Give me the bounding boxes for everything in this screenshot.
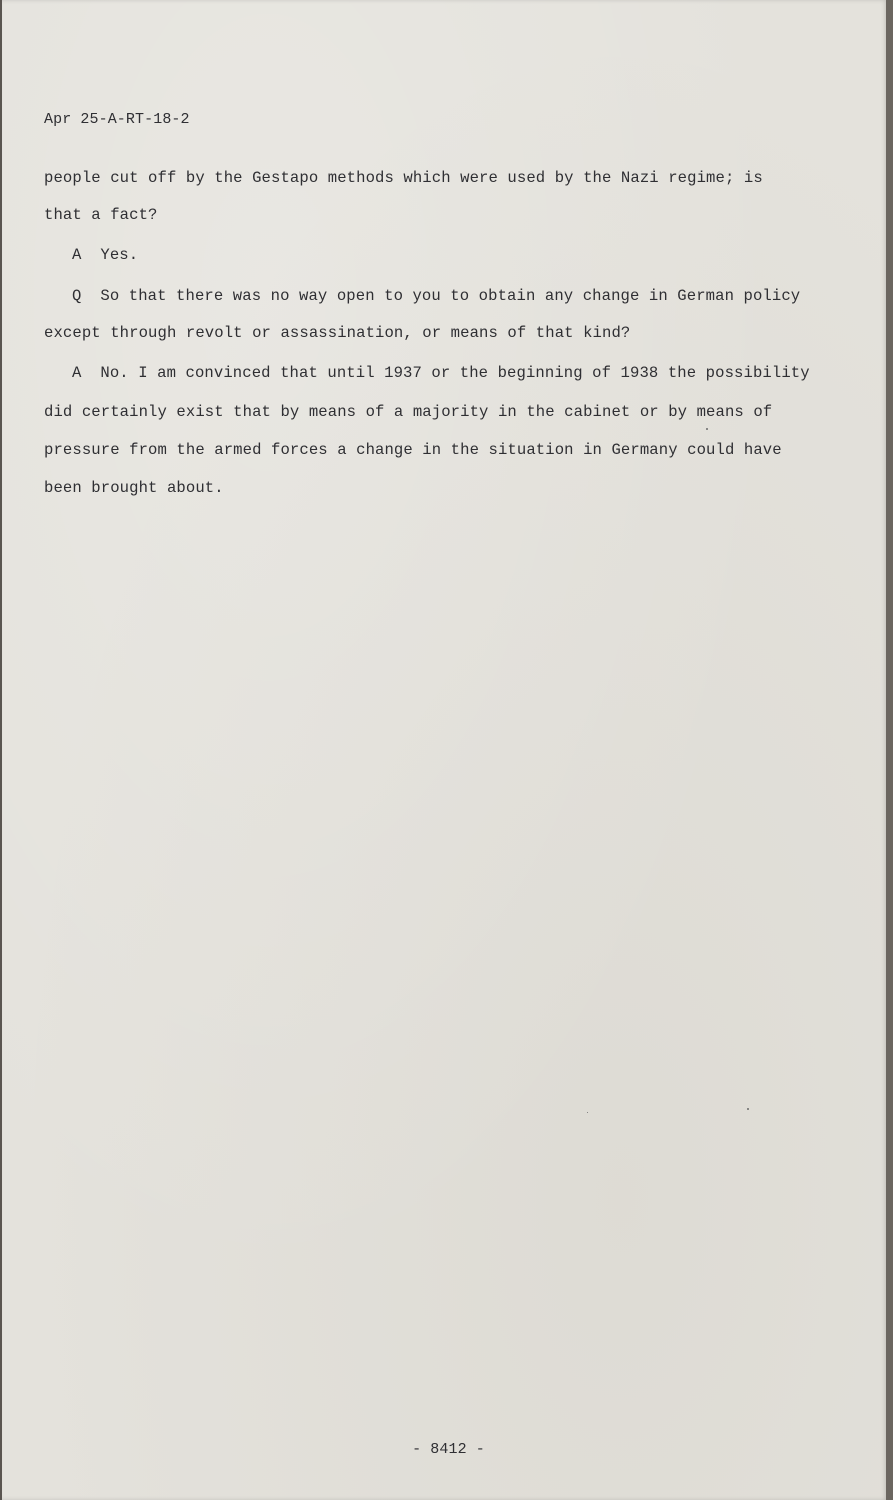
answer-line: A Yes.	[72, 246, 139, 264]
question-line: Q So that there was no way open to you to obtain any change in German policy	[72, 287, 801, 305]
paper-speck	[587, 1112, 588, 1113]
document-header: Apr 25-A-RT-18-2	[44, 111, 190, 128]
text-line-2: that a fact?	[44, 206, 158, 224]
answer-line-2: A No. I am convinced that until 1937 or the beginning of 1938 the possibility	[72, 364, 810, 382]
document-page	[2, 0, 888, 1500]
page-edge	[886, 0, 893, 1500]
page-number: - 8412 -	[412, 1441, 485, 1458]
paper-speck	[706, 428, 708, 430]
text-line-9: been brought about.	[44, 479, 224, 497]
text-line-7: did certainly exist that by means of a majority in the cabinet or by means of	[44, 403, 773, 421]
text-line-5: except through revolt or assassination, or means of that kind?	[44, 324, 631, 342]
paper-speck	[747, 1108, 749, 1110]
text-line-8: pressure from the armed forces a change in the situation in Germany could have	[44, 441, 782, 459]
text-line-1: people cut off by the Gestapo methods which were used by the Nazi regime; is	[44, 169, 763, 187]
